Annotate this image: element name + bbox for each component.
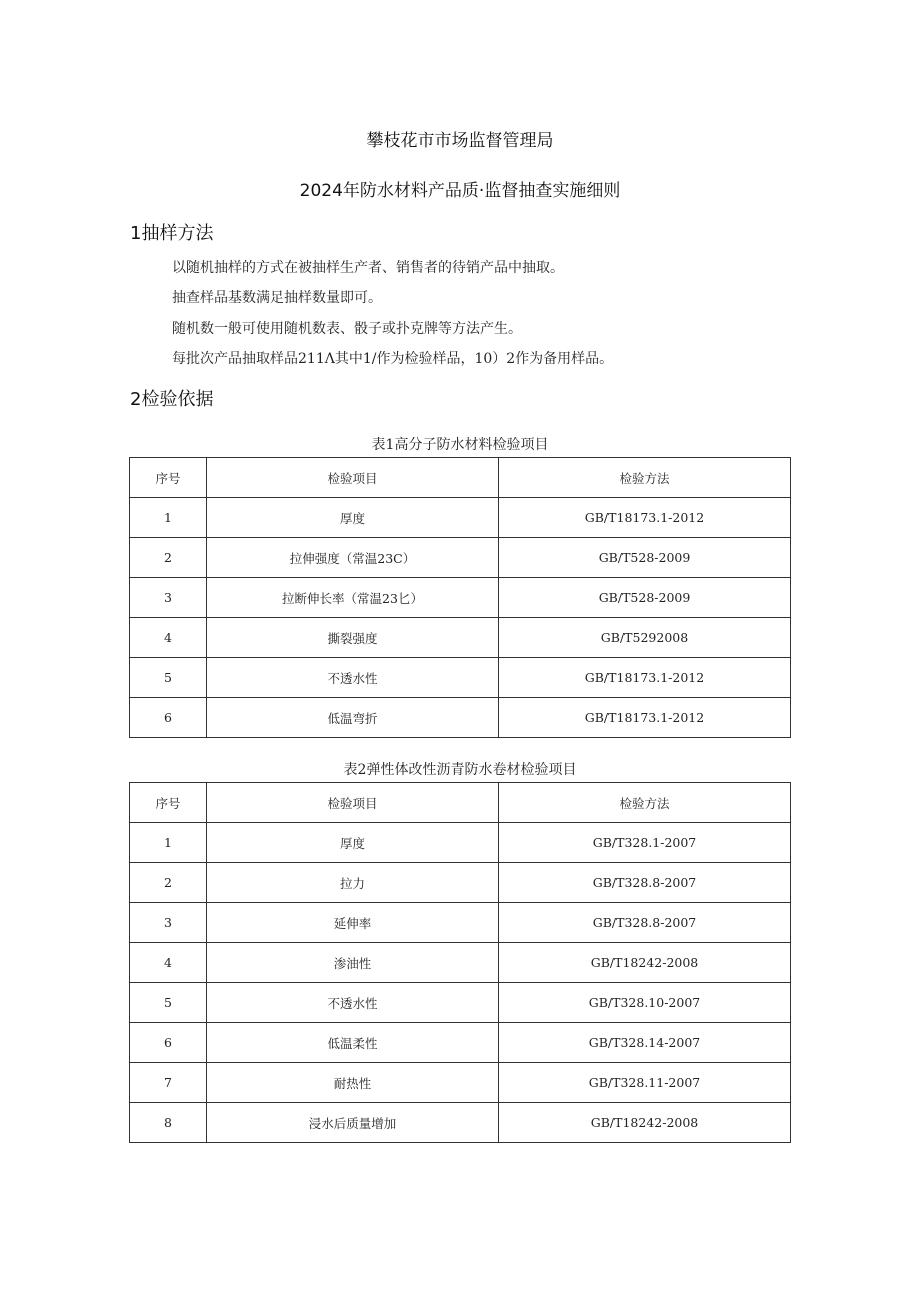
table-row [130, 903, 791, 943]
cell-item: 撕裂强度 [207, 618, 499, 658]
table-row [130, 498, 791, 538]
cell-index: 2 [130, 863, 207, 903]
table-row [130, 618, 791, 658]
table-row [130, 1103, 791, 1143]
cell-method: GB/T328.8-2007 [499, 903, 791, 943]
paragraph: 每批次产品抽取样品211Λ其中1/作为检验样品，10）2作为备用样品。 [172, 351, 614, 367]
cell-method: GB/T18173.1-2012 [499, 658, 791, 698]
table1 [129, 457, 791, 738]
cell-index: 3 [130, 903, 207, 943]
cell-index: 6 [130, 1023, 207, 1063]
cell-method: GB/T18242-2008 [499, 1103, 791, 1143]
cell-index: 4 [130, 943, 207, 983]
header-cell-item: 检验项目 [207, 783, 499, 823]
cell-index: 4 [130, 618, 207, 658]
cell-method: GB/T528-2009 [499, 538, 791, 578]
table-row [130, 578, 791, 618]
paragraph: 随机数一般可使用随机数表、骰子或扑克牌等方法产生。 [172, 321, 522, 337]
table-row [130, 1023, 791, 1063]
cell-method: GB/T528-2009 [499, 578, 791, 618]
table-row [130, 823, 791, 863]
table2 [129, 782, 791, 1143]
header-cell-method: 检验方法 [499, 458, 791, 498]
table-row [130, 1063, 791, 1103]
table-row [130, 698, 791, 738]
cell-index: 5 [130, 983, 207, 1023]
table1-caption: 表1高分子防水材料检验项目 [371, 437, 549, 453]
cell-item: 不透水性 [207, 658, 499, 698]
table2-caption: 表2弹性体改性沥青防水卷材检验项目 [343, 762, 577, 778]
header-cell-method: 检验方法 [499, 783, 791, 823]
cell-index: 3 [130, 578, 207, 618]
table-row [130, 538, 791, 578]
table-row [130, 863, 791, 903]
cell-method: GB/T18242-2008 [499, 943, 791, 983]
cell-item: 低温柔性 [207, 1023, 499, 1063]
cell-method: GB/T328.1-2007 [499, 823, 791, 863]
table-header-row [130, 458, 791, 498]
cell-index: 8 [130, 1103, 207, 1143]
cell-item: 延伸率 [207, 903, 499, 943]
table-row [130, 658, 791, 698]
header-cell-index: 序号 [130, 783, 207, 823]
cell-index: 6 [130, 698, 207, 738]
cell-method: GB/T18173.1-2012 [499, 498, 791, 538]
cell-index: 1 [130, 498, 207, 538]
cell-method: GB/T328.11-2007 [499, 1063, 791, 1103]
section-heading-basis: 2检验依据 [130, 389, 214, 410]
cell-method: GB/T328.8-2007 [499, 863, 791, 903]
cell-index: 7 [130, 1063, 207, 1103]
document-title: 2024年防水材料产品质·监督抽查实施细则 [299, 181, 621, 201]
cell-method: GB/T5292008 [499, 618, 791, 658]
cell-item: 浸水后质量增加 [207, 1103, 499, 1143]
section-heading-sampling: 1抽样方法 [130, 223, 214, 244]
cell-index: 2 [130, 538, 207, 578]
cell-item: 渗油性 [207, 943, 499, 983]
organization-title: 攀枝花市市场监督管理局 [366, 131, 554, 151]
header-cell-item: 检验项目 [207, 458, 499, 498]
cell-item: 低温弯折 [207, 698, 499, 738]
cell-method: GB/T328.10-2007 [499, 983, 791, 1023]
cell-item: 厚度 [207, 823, 499, 863]
paragraph: 抽查样品基数满足抽样数量即可。 [172, 290, 382, 306]
cell-index: 1 [130, 823, 207, 863]
cell-method: GB/T18173.1-2012 [499, 698, 791, 738]
cell-item: 拉力 [207, 863, 499, 903]
cell-index: 5 [130, 658, 207, 698]
cell-method: GB/T328.14-2007 [499, 1023, 791, 1063]
cell-item: 厚度 [207, 498, 499, 538]
table-row [130, 943, 791, 983]
cell-item: 拉伸强度（常温23C） [207, 538, 499, 578]
table-header-row [130, 783, 791, 823]
paragraph: 以随机抽样的方式在被抽样生产者、销售者的待销产品中抽取。 [172, 260, 564, 276]
cell-item: 拉断伸长率（常温23匕） [207, 578, 499, 618]
cell-item: 不透水性 [207, 983, 499, 1023]
cell-item: 耐热性 [207, 1063, 499, 1103]
header-cell-index: 序号 [130, 458, 207, 498]
table-row [130, 983, 791, 1023]
